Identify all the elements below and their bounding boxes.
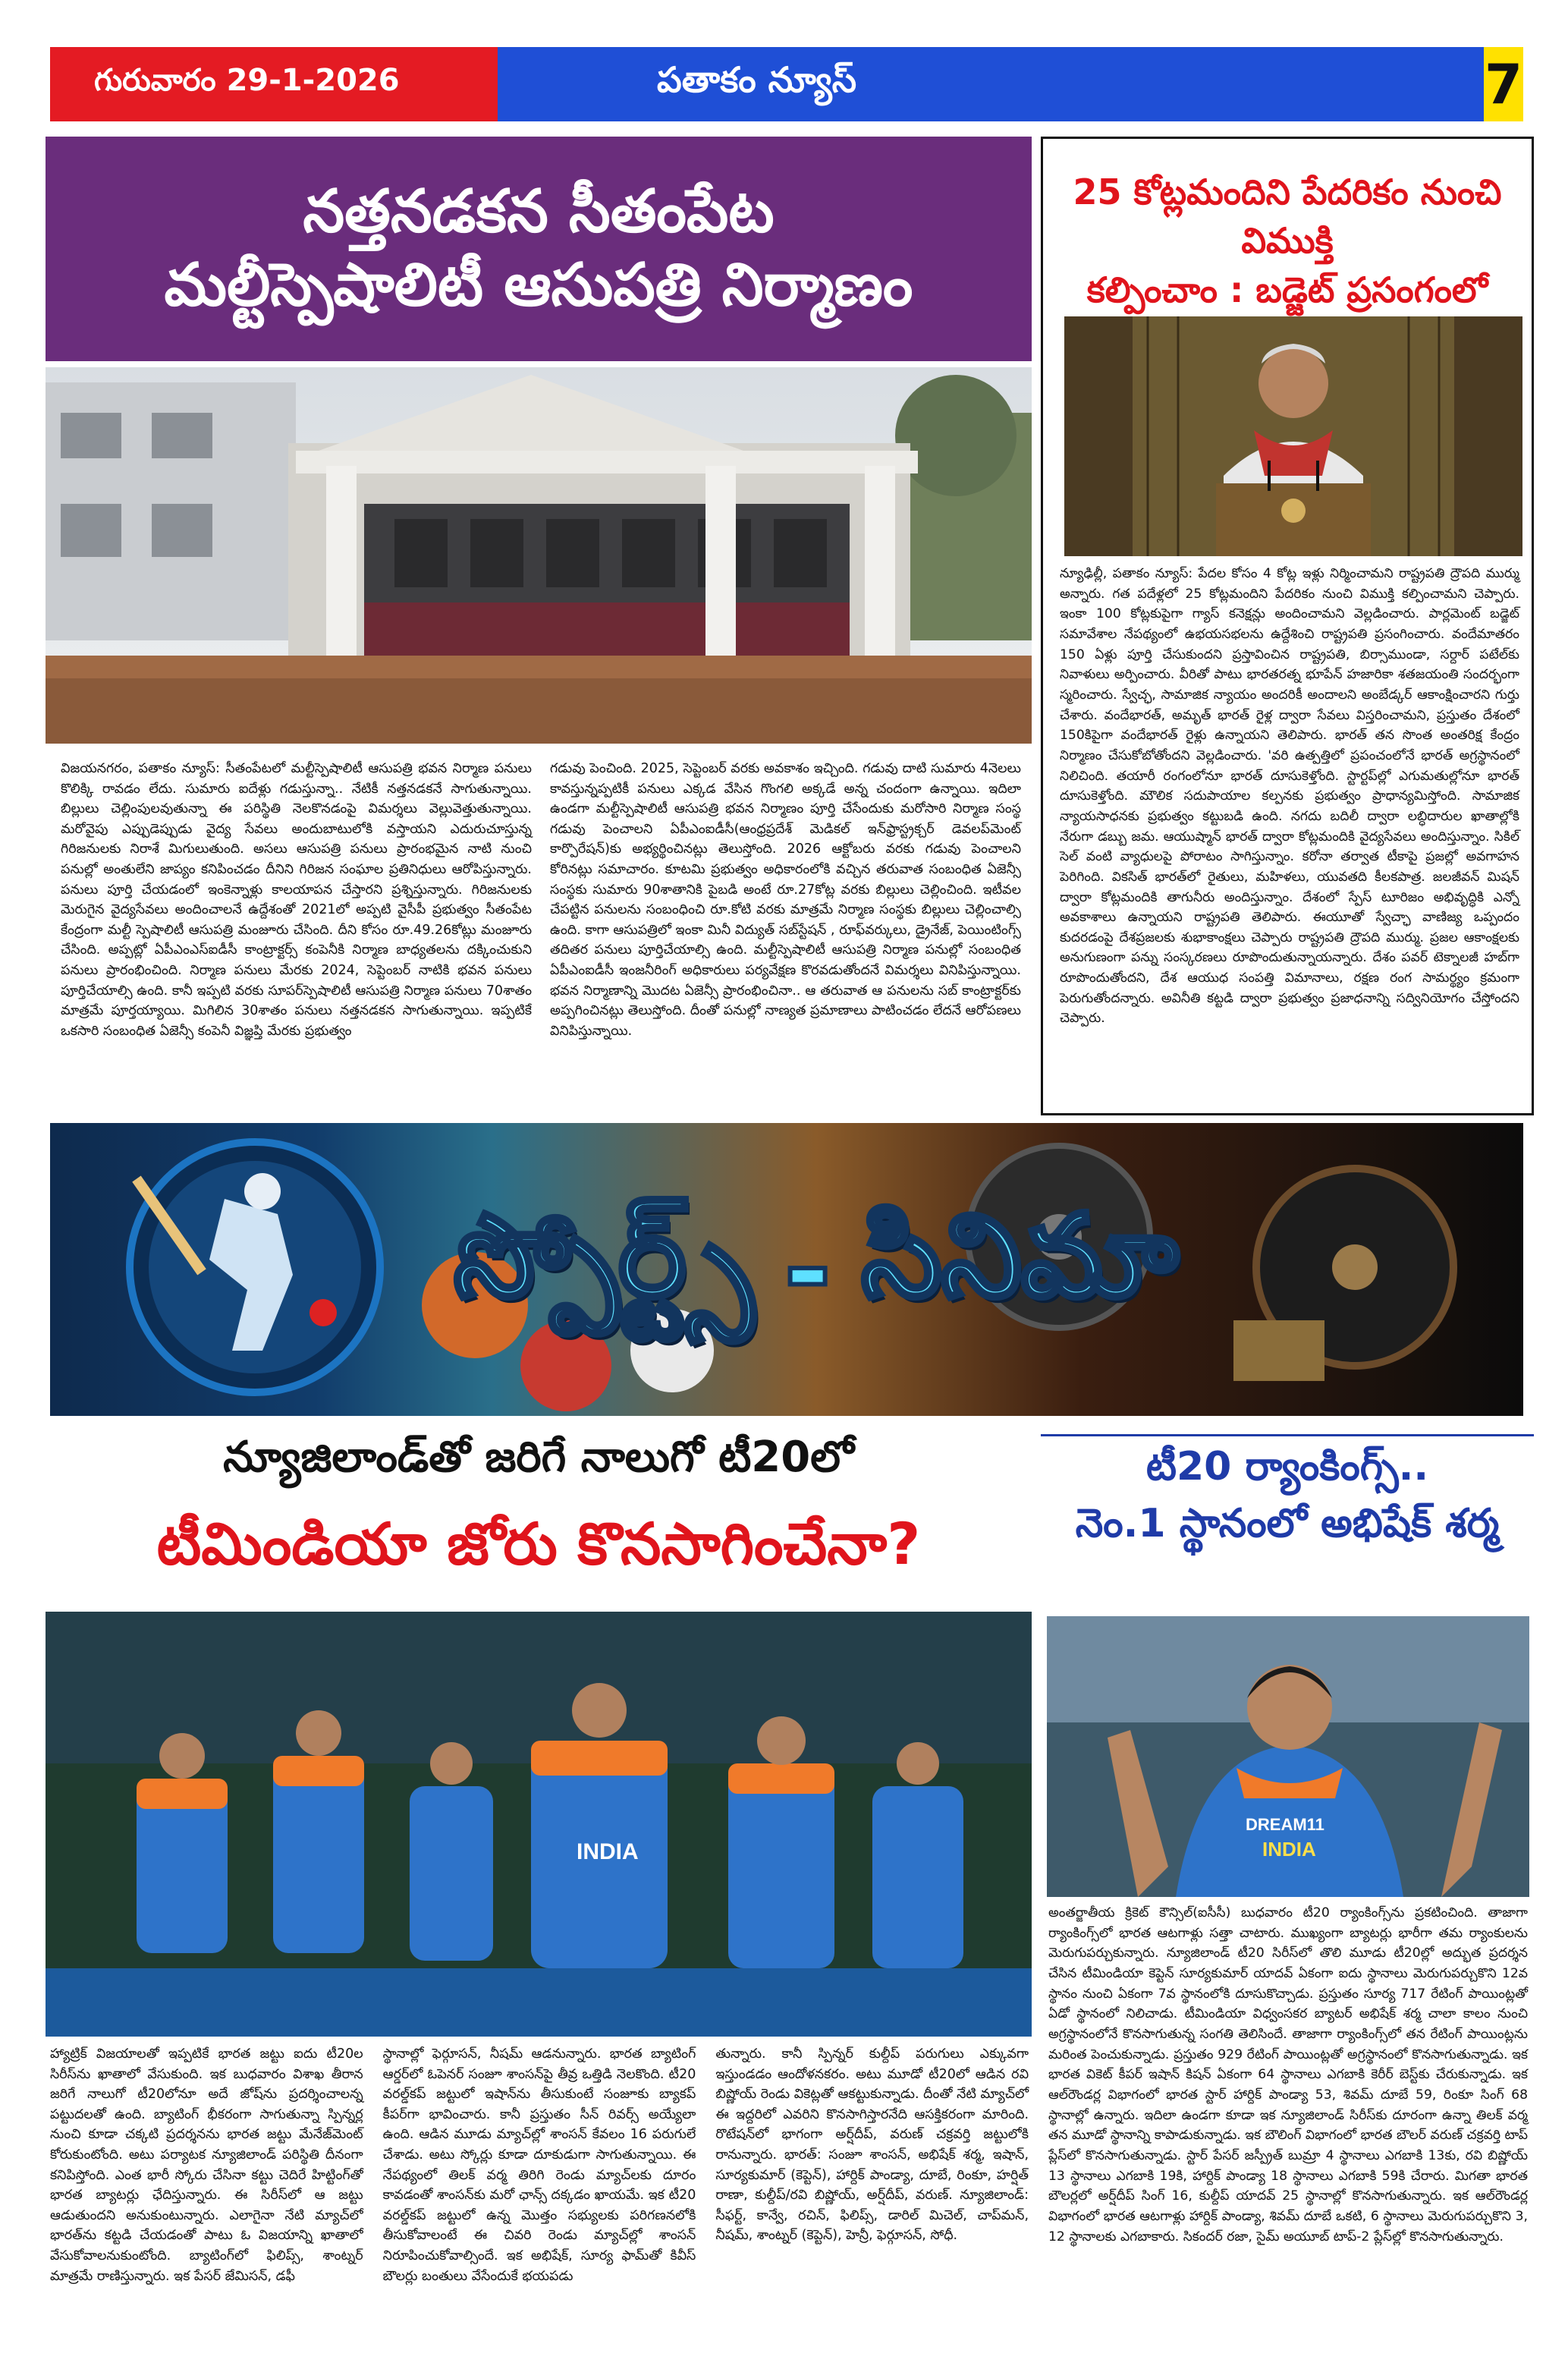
lead-headline-line1: నత్తనడకన సీతంపేట bbox=[303, 177, 775, 246]
rankings-headline-line1: టీ20 ర్యాంకింగ్స్.. bbox=[1145, 1444, 1429, 1489]
right-story-box bbox=[1041, 137, 1534, 1115]
rankings-body: అంతర్జాతీయ క్రికెట్ కౌన్సిల్(ఐసీసీ) బుధవారం టీ20 ర్యాంకింగ్స్‌ను ప్రకటించింది. తాజాగా ర్యాంకింగ్స్‌లో భారత ఆటగాళ్లు సత్తా చాటారు. ముఖ్యంగా బ్యాటర్లు భారీగా తమ ర్యాంకులను మెరుగుపర్చుకున్నారు. న్యూజిలాండ్ టీ20 సిరీస్‌లో తొలి మూడు టీ20ల్లో అద్భుత ప్రదర్శన చేసిన టీమిండియా కెప్టెన్ సూర్యకుమార్ యాదవ్ ఏకంగా ఐదు స్థానాలు మెరుగుపర్చుకొని 12వ స్థానం నుంచి ఏకంగా 7వ స్థానంలోకి దూసుకొచ్చాడు. ప్రస్తుతం సూర్య 717 రేటింగ్ పాయింట్లతో ఏడో స్థానంలో నిలిచాడు. టీమిండియా విధ్వంసకర బ్యాటర్ అభిషేక్ శర్మ చాలా కాలం నుంచి అగ్రస్థానంలోనే కొనసాగుతున్న సంగతి తెలిసిందే. తాజాగా ర్యాంకింగ్స్‌లో తన రేటింగ్ పాయింట్లను మరింత పెంచుకున్నాడు. ప్రస్తుతం 929 రేటింగ్ పాయింట్లతో అగ్రస్థానంలో కొనసాగుతున్నాడు. ఇక భారత వికెట్ కీపర్ ఇషాన్ కిషన్ ఏకంగా 64 స్థానాలు ఎగబాకి కెరీర్ బెస్ట్‌కు చేరుకున్నాడు. ఇక ఆల్‌రౌండర్ల విభాగంలో భారత స్టార్ హార్దిక్ పాండ్యా 53, శివమ్ దూబే 59, రింకూ సింగ్ 68 స్థానాల్లో ఉన్నారు. ఇదిలా ఉండగా కూడా ఇక న్యూజిలాండ్ సిరీస్‌కు దూరంగా ఉన్నా తిలక్ వర్మ తన మూడో స్థానాన్ని కాపాడుకున్నాడు. ఇక బౌలింగ్ విభాగంలో భారత బౌలర్ వరుణ్ చక్రవర్తి టాప్ ప్లేస్‌లో కొనసాగుతున్నాడు. స్టార్ పేసర్ జస్ప్రీత్ బుమ్రా 4 స్థానాలు ఎగబాకి 13కు, రవి బిష్ణోయ్ 13 స్థానాలు ఎగబాకి 19కి, హార్దిక్ పాండ్యా 18 స్థానాలు ఎగబాకి 59కి చేరారు. మిగతా భారత బౌలర్లలో అర్ష్‌దీప్ సింగ్ 16, కుల్దీప్ యాదవ్ 25 స్థానాల్లో కొనసాగుతున్నారు. ఇక ఆల్‌రౌండర్ల విభాగంలో భారత ఆటగాళ్లు హార్దిక్ పాండ్యా, శివమ్ దూబే ఒకటి, 6 స్థానాలు మెరుగుపర్చుకొని 3, 12 స్థానాలకు ఎగబాకారు. సికందర్ రజా, సైమ్ అయూబ్ టాప్-2 ప్లేస్‌ల్లో కొనసాగుతున్నారు. bbox=[1048, 1905, 1528, 2244]
rankings-headline bbox=[1041, 1439, 1534, 1553]
team-jersey-text: INDIA bbox=[577, 1839, 639, 1864]
right-story-headline-line1: 25 కోట్లమందిని పేదరికం నుంచి విముక్తి bbox=[1073, 171, 1502, 262]
hospital-building-photo bbox=[46, 367, 1032, 744]
lead-body-col1: విజయనగరం, పతాకం న్యూస్: సీతంపేటలో మల్టీస్పెషాలిటీ ఆసుపత్రి భవన నిర్మాణ పనులు కొలిక్కి రావడం లేదు. సుమారు ఐదేళ్లు గడుస్తున్నా.. నేటికీ నత్తనడకనే సాగుతున్నాయి. బిల్లులు చెల్లింపులవుతున్నా ఈ పరిస్థితి నెలకొనడంపై విమర్శలు వెల్లువెత్తుతున్నాయి. మరోవైపు ఎప్పుడెప్పుడు వైద్య సేవలు అందుబాటులోకి వస్తాయని ఎదురుచూస్తున్న గిరిజనులకు నిరాశే మిగులుతుంది. అసలు ఆసుపత్రి పనులు ప్రారంభమైన నాటి నుంచి పనుల్లో అంతులేని జాప్యం కనిపించడం దీనిని గిరిజన సంఘాల ప్రతినిధులు ఆరోపిస్తున్నారు. పనులు పూర్తి చేయడంలో ఇంకెన్నాళ్లు కాలయాపన చేస్తారని ప్రశ్నిస్తున్నారు. గిరిజనులకు మెరుగైన వైద్యసేవలు అందించాలనే ఉద్దేశంతో 2021లో అప్పటి వైసీపీ ప్రభుత్వం సీతంపేట కేంద్రంగా మల్టీ స్పెషాలిటీ ఆసుపత్రి మంజూరు చేసింది. దీని కోసం రూ.49.26కోట్లు మంజూరు చేసింది. అప్పట్లో ఏపీఎంఎస్‌ఐడీసీ కాంట్రాక్టర్స్ కంపెనీకి నిర్మాణ బాధ్యతలను దక్కించుకుని పనులు ప్రారంభించింది. నిర్మాణ పనులు మేరకు 2024, సెప్టెంబర్ నాటికి భవన పనులు పూర్తిచేయాల్సి ఉంది. కానీ ఇప్పటి వరకు సూపర్‌స్పెషాలిటీ ఆసుపత్రి నిర్మాణ పనులు 70శాతం మాత్రమే పూర్తయ్యాయి. మిగిలిన 30శాతం పనులు నత్తనడకన సాగుతున్నాయి. ఇప్పటికే ఒకసారి సంబంధిత ఏజెన్సీ కంపెనీ విజ్ఞప్తి మేరకు ప్రభుత్వం bbox=[61, 761, 532, 1039]
right-story-body: న్యూఢిల్లీ, పతాకం న్యూస్: పేదల కోసం 4 కోట్ల ఇళ్లు నిర్మించామని రాష్ట్రపతి ద్రౌపది ముర్ము అన్నారు. గత పదేళ్లలో 25 కోట్లమందిని పేదరికం నుంచి విముక్తి కల్పించామని చెప్పారు. ఇంకా 100 కోట్లకుపైగా గ్యాస్ కనెక్షన్లు అందించామని వెల్లడించారు. పార్లమెంట్ బడ్జెట్ సమావేశాల నేపథ్యంలో ఉభయసభలను ఉద్దేశించి రాష్ట్రపతి ప్రసంగించారు. వందేమాతరం 150 ఏళ్లు పూర్తి చేసుకుందని ప్రస్తావించిన రాష్ట్రపతి, బిర్సాముండా, సర్దార్ పటేల్‌కు నివాళులు అర్పించారు. వీరితో పాటు భారతరత్న భూపేన్ హజారికా శతజయంతి సందర్భంగా స్మరించారు. స్వేచ్ఛ, సామాజిక న్యాయం అందరికీ అందాలని అంబేడ్కర్ ఆకాంక్షించారని గుర్తు చేశారు. వందేభారత్, అమృత్ భారత్ రైళ్ల ద్వారా సేవలు విస్తరించామని, ప్రస్తుతం దేశంలో 150కిపైగా వందేభారత్ రైళ్లు ఉన్నాయని తెలిపారు. భారత్ తన సొంత అంతరిక్ష కేంద్రం నిర్మాణం చేసుకోబోతోందని వెల్లడించారు. 'వరి ఉత్పత్తిలో ప్రపంచంలోనే భారత్ అగ్రస్థానంలో నిలిచింది. తయారీ రంగంలోనూ భారత్ దూసుకెళ్తోంది. స్టార్టప్‌ల్లో ఎగుమతుల్లోనూ భారత్ దూసుకెళ్తోంది. మౌలిక సదుపాయాల కల్పనకు ప్రభుత్వం ప్రాధాన్యమిస్తోంది. సామాజిక న్యాయసాధనకు ప్రభుత్వం కట్టుబడి ఉంది. నగదు బదిలీ ద్వారా లబ్ధిదారుల ఖాతాల్లోకి నేరుగా డబ్బు జమ. ఆయుష్మాన్ భారత్ ద్వారా కోట్లమందికి వైద్యసేవలు అందిస్తున్నాం. సికిల్ సెల్ వంటి వ్యాధులపై పోరాటం సాగిస్తున్నాం. కరోనా తర్వాత టీకాపై ప్రజల్లో అవగాహన పెరిగింది. వికసిత్ భారత్‌లో రైతులు, మహిళలు, యువతది కీలకపాత్ర. జలజీవన్ మిషన్ ద్వారా కోట్లమందికి తాగునీరు అందిస్తున్నాం. దేశంలో స్పేస్ టూరిజం అభివృద్ధికి ఎన్నో అవకాశాలు ఉన్నాయని రాష్ట్రపతి తెలిపారు. ఈయూతో స్వేచ్ఛా వాణిజ్య ఒప్పందం కుదరడంపై దేశప్రజలకు శుభాకాంక్షలు చెప్పారు రాష్ట్రపతి ద్రౌపది ముర్ము. ప్రజల ఆకాంక్షలకు అనుగుణంగా పన్ను సంస్కరణలు రూపొందుతున్నాయన్నారు. దేశం పవర్ టెక్నాలజీ హబ్‌గా రూపొందుతోందని, దేశ ఆయుధ సంపత్తి విమానాలు, రక్షణ రంగ సామర్థ్యం క్రమంగా పెరుగుతోందన్నారు. అవినీతి కట్టడి ద్వారా ప్రభుత్వం ప్రజాధనాన్ని సద్వినియోగం చేస్తోందని చెప్పారు. bbox=[1060, 566, 1519, 1027]
masthead-date: గురువారం 29-1-2026 bbox=[50, 47, 498, 121]
banner-word-cinema: సినిమా bbox=[861, 1190, 1179, 1323]
page-number: 7 bbox=[1484, 47, 1523, 121]
lead-body-col2: గడువు పెంచింది. 2025, సెప్టెంబర్ వరకు అవకాశం ఇచ్చింది. గడువు దాటి సుమారు 4నెలలు కావస్తున్నప్పటికీ పనులు ఎక్కడ వేసిన గొంగలి అక్కడే అన్న చందంగా ఉన్నాయి. ఇదిలా ఉండగా మల్టీస్పెషాలిటీ ఆసుపత్రి భవన నిర్మాణం పూర్తి చేసేందుకు మరోసారి నిర్మాణ సంస్థ గడువు పెంచాలని ఏపీఎంఐడీసీ(ఆంధ్రప్రదేశ్ మెడికల్ ఇన్‌ఫ్రాస్ట్రక్చర్ డెవలప్‌మెంట్ కార్పొరేషన్)కు అభ్యర్థించినట్లు తెలుస్తోంది. 2026 ఆక్టోబరు వరకు గడువు పెంచాలని కోరినట్లు సమాచారం. కూటమి ప్రభుత్వం అధికారంలోకి వచ్చిన తరువాత సంబంధిత ఏజెన్సీ సంస్థకు సుమారు 90శాతానికి పైబడి అంటే రూ.27కోట్ల వరకు బిల్లులు చెల్లించింది. ఇటీవల చేపట్టిన పనులను సంబంధించి రూ.కోటి వరకు మాత్రమే నిర్మాణ సంస్థకు బిల్లులు చెల్లించాల్సి ఉంది. కాగా ఆసుపత్రిలో ఇంకా మినీ విద్యుత్ సబ్‌స్టేషన్ , రూఫ్‌వర్కులు, డ్రైనేజ్, పెయింటింగ్స్ తదితర పనులు పూర్తిచేయాల్సి ఉంది. మల్టీస్పెషాలిటీ ఆసుపత్రి నిర్మాణ పనుల్లో సంబంధిత ఏపీఎంఐడీసీ ఇంజనీరింగ్ అధికారులు పర్యవేక్షణ కొరవడుతోందనే విమర్శలు వినిపిస్తున్నాయి. భవన నిర్మాణాన్ని మొదట ఏజెన్సీ ప్రారంభించినా.. ఆ తరువాత ఆ పనులను సబ్ కాంట్రాక్టర్‌కు అప్పగించినట్లు తెలుస్తోంది. దీంతో పనుల్లో నాణ్యత ప్రమాణాలు పాటించడం లేదనే ఆరోపణలు వినిపిస్తున్నాయి. bbox=[550, 761, 1021, 1039]
president-photo bbox=[1064, 316, 1522, 556]
right-story-headline-line2: కల్పించాం : బడ్జెట్ ప్రసంగంలో bbox=[1086, 269, 1488, 310]
banner-word-sports: స్పోర్ట్స్ bbox=[454, 1190, 754, 1323]
sports-cinema-banner bbox=[50, 1123, 1523, 1416]
rankings-rule bbox=[1041, 1434, 1534, 1436]
cricket-body bbox=[50, 2044, 1029, 2363]
cricket-headline: టీమిండియా జోరు కొనసాగించేనా? bbox=[156, 1510, 921, 1578]
lead-body bbox=[61, 759, 1021, 1108]
abhishek-sharma-photo bbox=[1047, 1616, 1529, 1897]
abhishek-jersey-text: INDIA bbox=[1262, 1838, 1316, 1861]
cricket-body-col2: స్థానాల్లో ఫెర్గూసన్, నీషమ్ ఆడనున్నారు. భారత బ్యాటింగ్ ఆర్డర్‌లో ఓపెనర్ సంజూ శాంసన్‌పై తీవ్ర ఒత్తిడి నెలకొంది. టీ20 వరల్డ్‌కప్ జట్టులో ఇషాన్‌ను తీసుకుంటే సంజూకు బ్యాకప్ కీపర్‌గా భావించారు. కానీ ప్రస్తుతం సీన్ రివర్స్ అయ్యేలా ఉంది. ఆడిన మూడు మ్యాచ్‌ల్లో శాంసన్ కేవలం 16 పరుగులే చేశాడు. అటు స్కోర్లు కూడా దూకుడుగా సాగుతున్నాయి. ఈ నేపథ్యంలో తిలక్ వర్మ తిరిగి రెండు మ్యాచ్‌లకు దూరం కావడంతో శాంసన్‌కు మరో ఛాన్స్ దక్కడం ఖాయమే. ఇక టీ20 వరల్డ్‌కప్ జట్టులో ఉన్న మొత్తం సభ్యులకు పరిగణనలోకి తీసుకోవాలంటే ఈ చివరి రెండు మ్యాచ్‌ల్లో శాంసన్ నిరూపించుకోవాల్సిందే. ఇక అభిషేక్, సూర్య ఫామ్‌తో కివీస్ బౌలర్లు బంతులు వేసేందుకే భయపడు bbox=[382, 2046, 696, 2284]
abhishek-jersey-sponsor: DREAM11 bbox=[1246, 1815, 1324, 1834]
cricket-body-col1: హ్యాట్రిక్ విజయాలతో ఇప్పటికే భారత జట్టు ఐదు టీ20ల సిరీస్‌ను ఖాతాలో వేసుకుంది. ఇక బుధవారం విశాఖ తీరాన జరిగే నాలుగో టీ20లోనూ అదే జోష్‌ను ప్రదర్శించాలన్న పట్టుదలతో ఉంది. బ్యాటింగ్ భీకరంగా సాగుతున్నా స్పిన్నర్ల నుంచి కూడా చక్కటి ప్రదర్శనను భారత జట్టు మేనేజ్‌మెంట్ కోరుకుంటోంది. అటు పర్యాటక న్యూజిలాండ్ పరిస్థితి దీనంగా కనిపిస్తోంది. ఎంత భారీ స్కోరు చేసినా కట్టు చెదిరే హిట్టింగ్‌తో భారత బ్యాటర్లు ఛేదిస్తున్నారు. ఈ సిరీస్‌లో ఆ జట్టు ఆడుతుందని అనుకుంటున్నారు. ఎలాగైనా నేటి మ్యాచ్‌లో భారత్‌ను కట్టడి చేయడంతో పాటు ఓ విజయాన్ని ఖాతాలో వేసుకోవాలనుకుంటోంది. బ్యాటింగ్‌లో ఫిలిప్స్, శాంట్నర్ మాత్రమే రాణిస్తున్నారు. ఇక పేసర్ జేమిసన్, డఫీ bbox=[50, 2046, 363, 2284]
hospital-building-illustration bbox=[46, 367, 1032, 744]
banner-dash: - bbox=[784, 1204, 831, 1336]
president-speech-illustration bbox=[1064, 316, 1522, 556]
cricket-body-col3: తున్నారు. కానీ స్పిన్నర్ కుల్దీప్ పరుగులు ఎక్కువగా ఇస్తుండడం ఆందోళనకరం. అటు మూడో టీ20లో ఆడిన రవి బిష్ణోయ్ రెండు వికెట్లతో ఆకట్టుకున్నాడు. దీంతో నేటి మ్యాచ్‌లో ఈ ఇద్దరిలో ఎవరిని కొనసాగిస్తారనేది ఆసక్తికరంగా మారింది. రొటేషన్‌లో భాగంగా అర్ష్‌దీప్, వరుణ్ చక్రవర్తి జట్టులోకి రానున్నారు. భారత్: సంజూ శాంసన్, అభిషేక్ శర్మ, ఇషాన్, సూర్యకుమార్ (కెప్టెన్), హార్దిక్ పాండ్యా, దూబే, రింకూ, హర్షిత్ రాణా, కుల్దీప్/రవి బిష్ణోయ్, అర్ష్‌దీప్, వరుణ్. న్యూజిలాండ్: సీఫర్ట్, కాన్వే, రచిన్, ఫిలిప్స్, డారిల్ మిచెల్, చాప్‌మన్, నీషమ్, శాంట్నర్ (కెప్టెన్), హెన్రీ, ఫెర్గూసన్, సోధీ. bbox=[715, 2046, 1029, 2244]
rankings-headline-line2: నెం.1 స్థానంలో అభిషేక్ శర్మ bbox=[1075, 1501, 1500, 1547]
team-india-photo bbox=[46, 1612, 1032, 2037]
team-india-illustration bbox=[46, 1612, 1032, 2037]
cricket-kicker: న్యూజిలాండ్‌తో జరిగే నాలుగో టీ20లో bbox=[223, 1433, 854, 1482]
masthead-paper-name: పతాకం న్యూస్ bbox=[498, 47, 1484, 121]
lead-headline bbox=[46, 137, 1032, 361]
lead-headline-line2: మల్టీస్పెషాలిటీ ఆసుపత్రి నిర్మాణం bbox=[164, 251, 913, 319]
